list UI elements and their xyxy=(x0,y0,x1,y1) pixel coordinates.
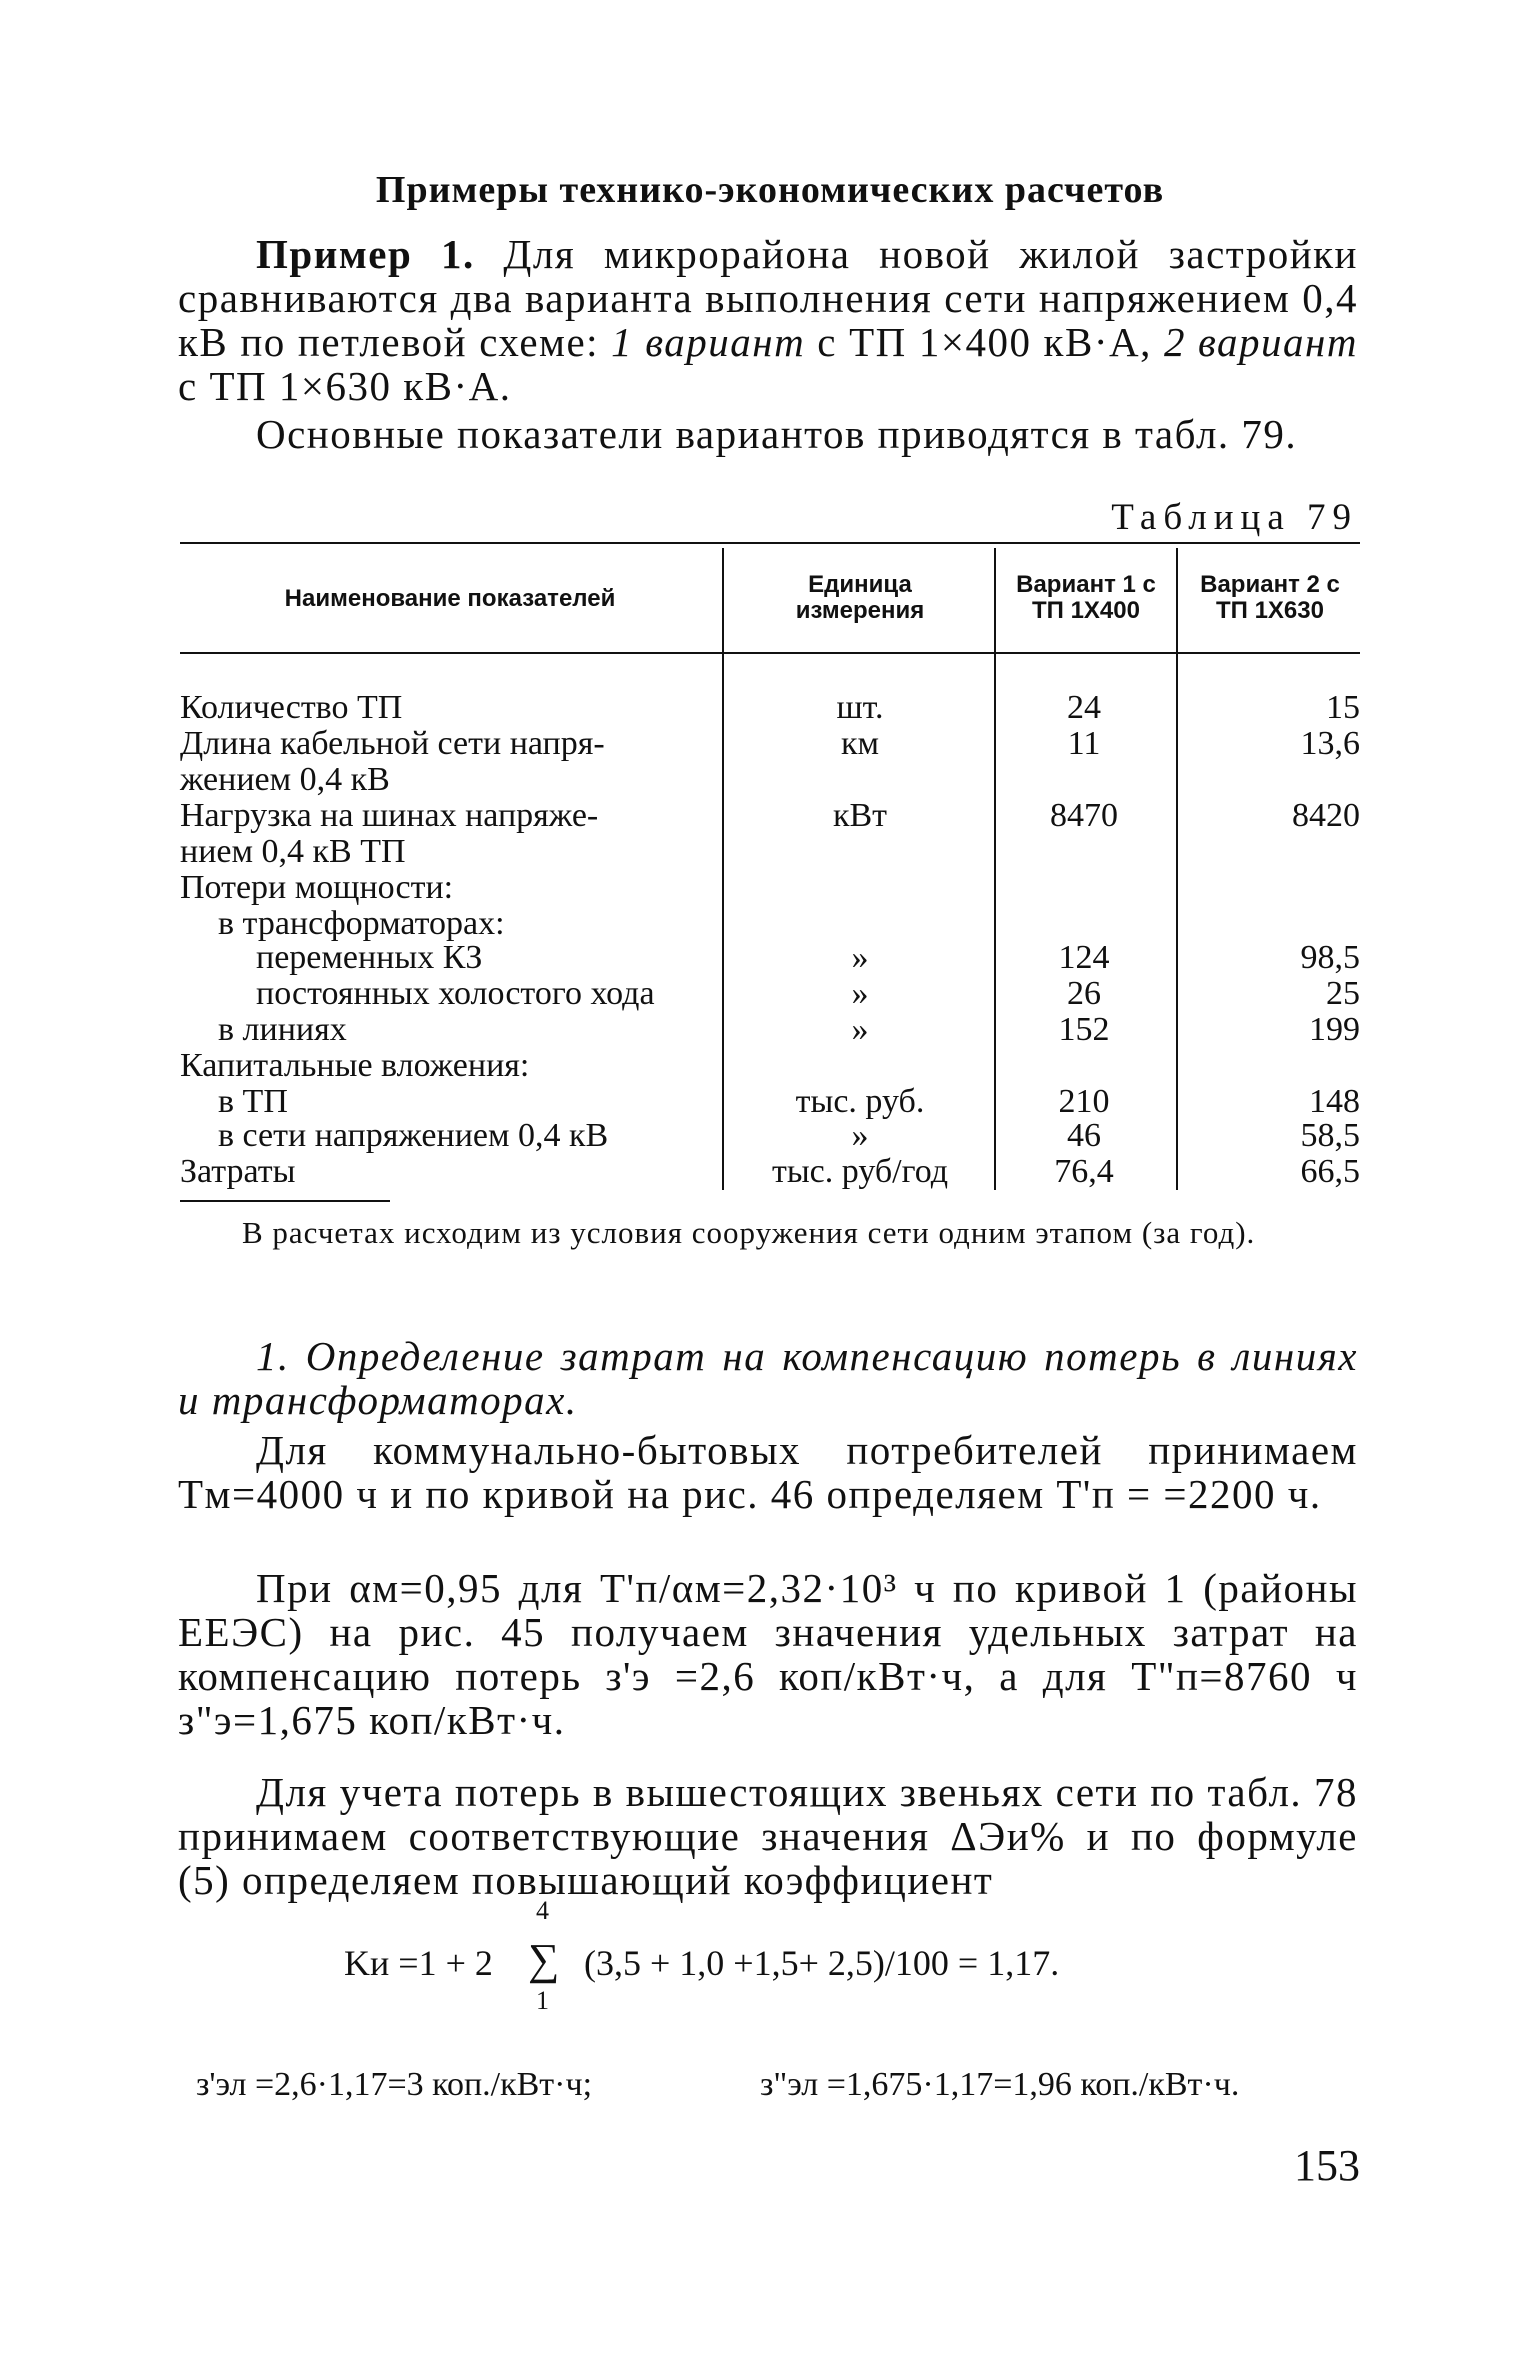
section-title xyxy=(178,1334,1358,1422)
row-1-v2: 13,6 xyxy=(1300,725,1360,762)
header-variant-2: Вариант 2 с ТП 1Х630 xyxy=(1200,571,1340,624)
page-number: 153 xyxy=(1294,2141,1360,2190)
header-variant-1: Вариант 1 с ТП 1Х400 xyxy=(1016,571,1156,624)
row-3-v2: 8420 xyxy=(1292,797,1360,834)
row-13-v2: 66,5 xyxy=(1300,1153,1360,1190)
row-7-unit: » xyxy=(851,939,869,976)
paragraph-coefficient xyxy=(178,1770,1358,1902)
row-3-v1: 8470 xyxy=(1050,797,1118,834)
example-1-paragraph xyxy=(178,232,1358,408)
formula-ki-rhs: (3,5 + 1,0 +1,5+ 2,5)/100 = 1,17. xyxy=(584,1943,1060,1983)
row-4-name: нием 0,4 кВ ТП xyxy=(180,833,406,870)
row-8-unit: » xyxy=(851,975,869,1012)
page-heading: Примеры технико-экономических расчетов xyxy=(375,169,1165,211)
example-text-c: с ТП 1×630 кВ·А. xyxy=(178,363,512,409)
row-12-v2: 58,5 xyxy=(1300,1117,1360,1154)
row-5-name: Потери мощности: xyxy=(180,869,454,906)
row-8-v2: 25 xyxy=(1326,975,1360,1012)
formula-zel-1: з'эл =2,6·1,17=3 коп./кВт·ч; xyxy=(196,2066,593,2103)
paragraph-tm xyxy=(178,1428,1358,1516)
row-7-name: переменных КЗ xyxy=(256,939,483,976)
row-1-v1: 11 xyxy=(1067,725,1101,762)
row-3-unit: кВт xyxy=(832,797,888,834)
table-col-divider-3 xyxy=(1176,548,1178,1190)
row-11-name: в ТП xyxy=(218,1083,288,1120)
row-7-v1: 124 xyxy=(1058,939,1110,976)
table-top-rule xyxy=(180,542,1360,544)
row-12-unit: » xyxy=(851,1117,869,1154)
example-text-b: с ТП 1×400 кВ·А, xyxy=(805,319,1164,365)
table-intro-text: Основные показатели вариантов приводятся в табл. 79. xyxy=(256,411,1298,457)
row-13-name: Затраты xyxy=(180,1153,296,1190)
variant-2-label: 2 вариант xyxy=(1163,319,1358,365)
row-9-name: в линиях xyxy=(218,1011,347,1048)
row-13-unit: тыс. руб/год xyxy=(771,1153,949,1190)
table-intro-paragraph xyxy=(178,412,1358,456)
footnote-content: В расчетах исходим из условия сооружения сети одним этапом (за год). xyxy=(242,1215,1256,1250)
example-text-a: Для микрорайона новой жилой застройки сравниваются два варианта выполнения сети напряжением 0,4 кВ по петлевой схеме: xyxy=(178,231,1359,365)
formula-zel-2: з"эл =1,675·1,17=1,96 коп./кВт·ч. xyxy=(760,2066,1240,2103)
row-9-unit: » xyxy=(851,1011,869,1048)
row-3-name: Нагрузка на шинах напряже- xyxy=(180,797,599,834)
header-name: Наименование показателей xyxy=(284,585,616,612)
row-0-v2: 15 xyxy=(1326,689,1360,726)
row-12-name: в сети напряжением 0,4 кВ xyxy=(218,1117,609,1154)
table-caption: Таблица 79 xyxy=(1111,497,1358,538)
formula-sum-bottom: 1 xyxy=(536,1986,549,2015)
table-col-divider-1 xyxy=(722,548,724,1190)
paragraph-tm-text: Для коммунально-бытовых потребителей принимаем Tм=4000 ч и по кривой на рис. 46 определяем T'п = =2200 ч. xyxy=(178,1427,1358,1517)
row-0-v1: 24 xyxy=(1067,689,1101,726)
row-0-name: Количество ТП xyxy=(180,689,403,726)
row-9-v2: 199 xyxy=(1309,1011,1360,1048)
row-6-name: в трансформаторах: xyxy=(218,905,505,942)
row-13-v1: 76,4 xyxy=(1054,1153,1114,1190)
paragraph-coefficient-text: Для учета потерь в вышестоящих звеньях сети по табл. 78 принимаем соответствующие значения ΔЭи% и по формуле (5) определяем повышающий коэффициент xyxy=(178,1769,1358,1903)
footnote-rule xyxy=(180,1200,390,1202)
formula-ki-lhs: Kи =1 + 2 xyxy=(344,1943,493,1983)
example-lead: Пример 1. xyxy=(256,231,475,277)
row-9-v1: 152 xyxy=(1058,1011,1110,1048)
section-title-text: 1. Определение затрат на компенсацию потерь в линиях и трансформаторах. xyxy=(178,1333,1358,1423)
table-header-rule xyxy=(180,652,1360,654)
row-1-unit: км xyxy=(840,725,880,762)
row-8-name: постоянных холостого хода xyxy=(256,975,655,1012)
variant-1-label: 1 вариант xyxy=(611,319,806,365)
row-10-name: Капитальные вложения: xyxy=(180,1047,530,1084)
formula-sum-top: 4 xyxy=(536,1896,549,1925)
row-11-v2: 148 xyxy=(1309,1083,1360,1120)
row-11-v1: 210 xyxy=(1058,1083,1110,1120)
footnote-text xyxy=(178,1214,1358,1252)
row-1-name: Длина кабельной сети напря- xyxy=(180,725,605,762)
row-7-v2: 98,5 xyxy=(1300,939,1360,976)
row-8-v1: 26 xyxy=(1067,975,1101,1012)
formula-sum-symbol: ∑ xyxy=(528,1935,560,1984)
row-2-name: жением 0,4 кВ xyxy=(180,761,390,798)
row-0-unit: шт. xyxy=(836,689,884,726)
paragraph-alpha-text: При αм=0,95 для T'п/αм=2,32·10³ ч по кривой 1 (районы ЕЕЭС) на рис. 45 получаем значения удельных затрат на компенсацию потерь з'э =2,6 коп/кВт·ч, а для T"п=8760 ч з"э=1,675 коп/кВт·ч. xyxy=(178,1565,1358,1743)
row-12-v1: 46 xyxy=(1067,1117,1101,1154)
paragraph-alpha xyxy=(178,1566,1358,1742)
row-11-unit: тыс. руб. xyxy=(795,1083,925,1120)
header-unit: Единица измерения xyxy=(795,571,925,624)
